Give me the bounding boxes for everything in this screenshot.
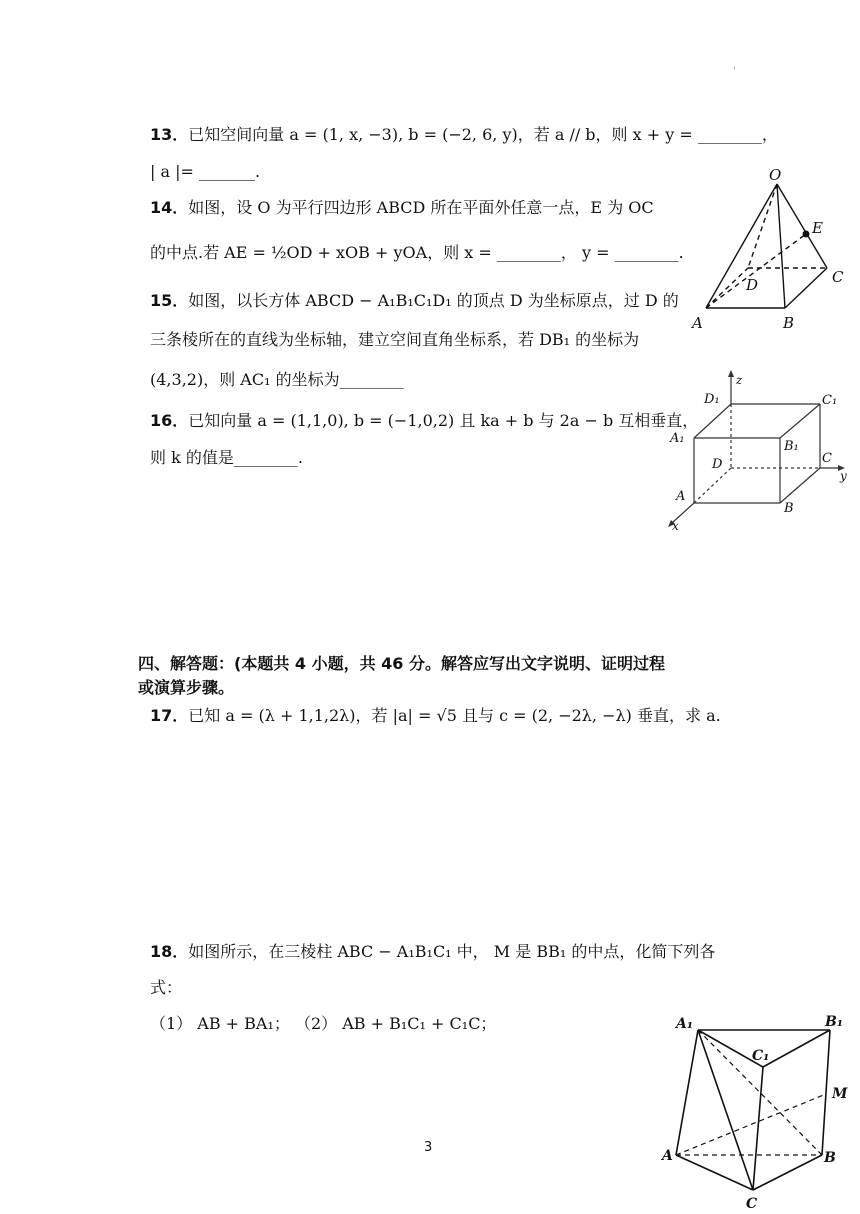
top-left (694, 404, 731, 438)
prism-figure (660, 1012, 855, 1214)
label-x: x (672, 519, 679, 533)
edge-OA (706, 184, 777, 308)
left-bottom-dash (694, 468, 731, 503)
q13-number: 13． (150, 125, 189, 144)
label-B1: B₁ (784, 439, 799, 454)
right-bottom (780, 468, 820, 503)
q17-text: 已知 a = (λ + 1,1,2λ)，若 |a| = √5 且与 c = (2, −2λ, −λ) 垂直，求 a. (188, 706, 721, 725)
edge-C1B1 (763, 1030, 830, 1067)
label-C: C (822, 451, 832, 466)
z-arrow-icon (728, 370, 734, 377)
label-D1: D₁ (704, 392, 720, 407)
q16-line1 (150, 410, 698, 432)
q13-text: 已知空间向量 a = (1, x, −3), b = (−2, 6, y)，若 a // b，则 x + y = ________， (188, 125, 778, 144)
edge-OB (777, 184, 785, 308)
q15-line3: (4,3,2)，则 AC₁ 的坐标为________ (150, 370, 404, 389)
label-O: O (769, 166, 782, 184)
label-C: C (746, 1196, 758, 1212)
q18-number: 18． (150, 942, 189, 961)
edge-AC (676, 1155, 753, 1190)
edge-AD (706, 268, 748, 308)
q15-line2: 三条棱所在的直线为坐标轴，建立空间直角坐标系，若 DB₁ 的坐标为 (150, 330, 640, 349)
q17-line1 (150, 705, 721, 727)
q18-line2: 式： (150, 978, 183, 997)
q18-text: 如图所示，在三棱柱 ABC − A₁B₁C₁ 中， M 是 BB₁ 的中点，化简下列各 (188, 942, 716, 961)
q18-line3: （1） AB + BA₁； （2） AB + B₁C₁ + C₁C； (150, 1014, 497, 1033)
diag-A1C (698, 1030, 753, 1190)
segment-AM-hidden (676, 1094, 826, 1155)
label-C1: C₁ (822, 393, 838, 408)
cuboid-figure (660, 370, 855, 533)
q13-line1 (150, 124, 778, 146)
section4-heading: 四、解答题：(本题共 4 小题，共 46 分。解答应写出文字说明、证明过程 (138, 654, 665, 673)
q14-line1 (150, 197, 654, 219)
q15-text: 如图，以长方体 ABCD − A₁B₁C₁D₁ 的顶点 D 为坐标原点，过 D 的 (188, 291, 679, 310)
edge-A1A (676, 1030, 698, 1155)
q18-line1 (150, 941, 715, 963)
label-B: B (784, 501, 794, 516)
page-number: 3 (424, 1140, 433, 1155)
label-B: B (824, 1150, 836, 1166)
pyramid-figure (680, 160, 860, 345)
q16-text: 已知向量 a = (1,1,0), b = (−1,0,2) 且 ka + b 与 2a − b 互相垂直， (188, 411, 699, 430)
label-C: C (832, 268, 844, 286)
q16-line2: 则 k 的值是________. (150, 448, 303, 467)
label-M: M (832, 1086, 848, 1102)
label-A1: A₁ (676, 1016, 693, 1032)
label-C1: C₁ (752, 1048, 770, 1064)
q16-number: 16． (150, 411, 189, 430)
label-D: D (746, 276, 759, 294)
label-A1: A₁ (670, 431, 685, 446)
top-right (780, 404, 820, 438)
label-A: A (662, 1148, 673, 1164)
q14-number: 14． (150, 198, 189, 217)
q13-line2: | a |= _______. (150, 162, 261, 181)
label-A: A (692, 314, 703, 332)
label-E: E (812, 219, 823, 237)
label-y: y (840, 469, 847, 483)
edge-C1C (753, 1067, 763, 1190)
point-E (803, 231, 810, 238)
q15-number: 15． (150, 291, 189, 310)
edge-BC (785, 268, 827, 308)
corner-mark: ' (733, 66, 736, 77)
q15-line1 (150, 290, 679, 312)
label-B: B (783, 314, 795, 332)
label-A: A (676, 489, 686, 504)
section4-heading-cont: 或演算步骤。 (138, 678, 235, 697)
edge-CB (753, 1155, 822, 1190)
edge-B1B (822, 1030, 830, 1155)
label-z: z (736, 373, 743, 387)
q14-text: 如图，设 O 为平行四边形 ABCD 所在平面外任意一点，E 为 OC (188, 198, 654, 217)
q17-number: 17． (150, 706, 189, 725)
q14-line2: 的中点.若 AE = ½OD + xOB + yOA，则 x = ________， y = ________. (150, 243, 684, 262)
label-B1: B₁ (825, 1014, 843, 1030)
label-D: D (712, 457, 723, 472)
